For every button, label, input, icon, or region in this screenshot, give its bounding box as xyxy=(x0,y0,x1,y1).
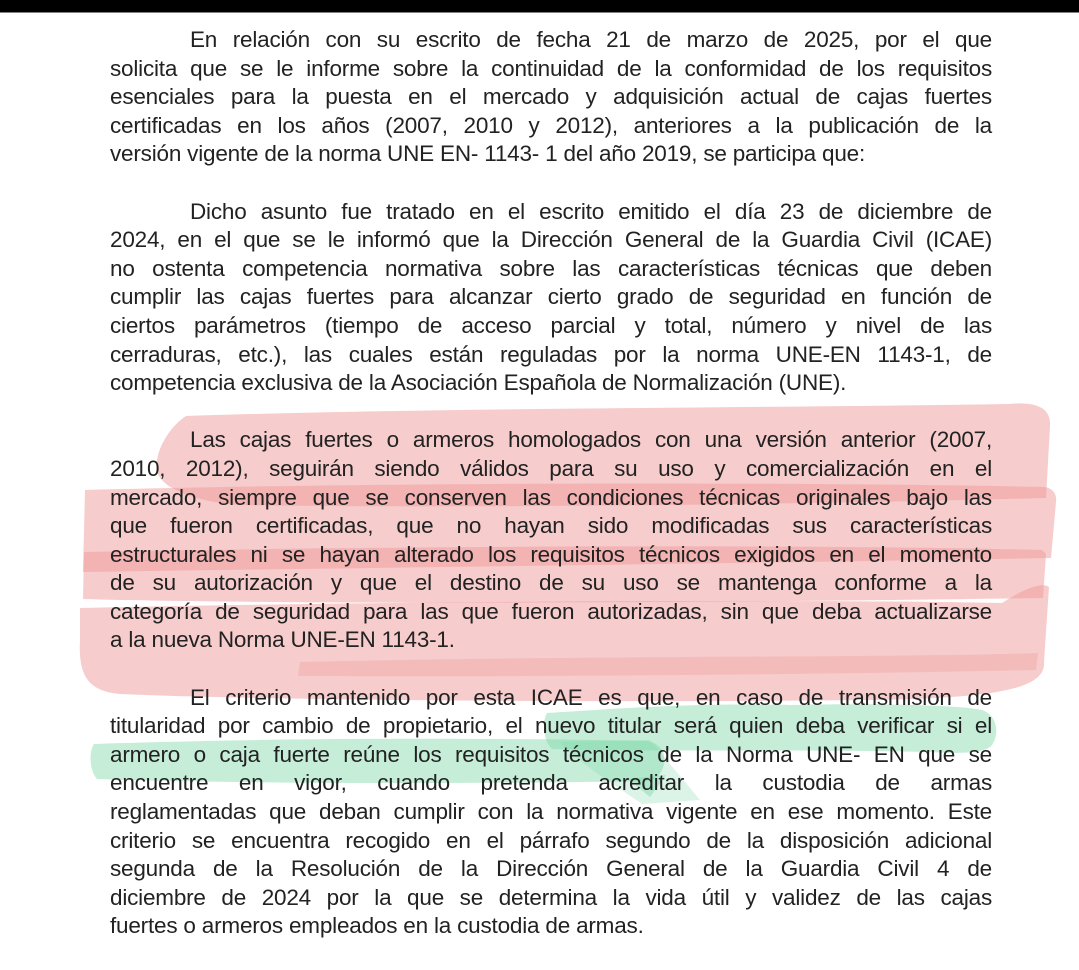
text-line: En relación con su escrito de fecha 21 de marzo de 2025, por el que xyxy=(190,27,992,52)
text-line: fuertes o armeros empleados en la custodia de armas. xyxy=(110,913,644,939)
text-line: titularidad por cambio de propietario, el nuevo titular será quien deba verificar si el xyxy=(110,713,992,739)
text-line: segunda de la Resolución de la Dirección General de la Guardia Civil 4 de xyxy=(110,856,992,882)
text-line: ciertos parámetros (tiempo de acceso parcial y total, número y nivel de las xyxy=(110,312,992,338)
text-line: armero o caja fuerte reúne los requisitos técnicos de la Norma UNE- EN que se xyxy=(110,741,992,767)
text-line: cumplir las cajas fuertes para alcanzar cierto grado de seguridad en función de xyxy=(110,284,992,310)
paragraph xyxy=(110,198,992,398)
text-line: El criterio mantenido por esta ICAE es que, en caso de transmisión de xyxy=(190,684,992,710)
text-line: encuentre en vigor, cuando pretenda acreditar la custodia de armas xyxy=(110,770,992,796)
text-line: mercado, siempre que se conserven las condiciones técnicas originales bajo las xyxy=(110,484,992,510)
text-line: Las cajas fuertes o armeros homologados con una versión anterior (2007, xyxy=(190,427,992,453)
text-line: reglamentadas que deban cumplir con la normativa vigente en ese momento. Este xyxy=(110,799,992,825)
paragraph-pink-highlighted xyxy=(110,426,992,655)
text-line: certificadas en los años (2007, 2010 y 2012), anteriores a la publicación de la xyxy=(110,112,992,138)
paragraph xyxy=(110,26,992,169)
text-line: 2010, 2012), seguirán siendo válidos para su uso y comercialización en el xyxy=(110,455,992,481)
text-line: solicita que se le informe sobre la continuidad de la conformidad de los requisitos xyxy=(110,55,992,81)
text-line: Dicho asunto fue tratado en el escrito emitido el día 23 de diciembre de xyxy=(190,198,992,224)
text-line: cerraduras, etc.), las cuales están reguladas por la norma UNE-EN 1143-1, de xyxy=(110,341,992,367)
text-line: 2024, en el que se le informó que la Dirección General de la Guardia Civil (ICAE) xyxy=(110,227,992,253)
text-line: estructurales ni se hayan alterado los requisitos técnicos exigidos en el momento xyxy=(110,541,992,567)
text-line: no ostenta competencia normativa sobre las características técnicas que deben xyxy=(110,255,992,281)
scan-top-bar xyxy=(0,0,1079,13)
text-line: competencia exclusiva de la Asociación Española de Normalización (UNE). xyxy=(110,370,847,396)
text-line: a la nueva Norma UNE-EN 1143-1. xyxy=(110,627,455,653)
paragraph-green-highlighted xyxy=(110,684,992,941)
text-line: categoría de seguridad para las que fueron autorizadas, sin que deba actualizarse xyxy=(110,598,992,624)
text-line: diciembre de 2024 por la que se determina la vida útil y validez de las cajas xyxy=(110,884,992,910)
text-line: que fueron certificadas, que no hayan sido modificadas sus características xyxy=(110,513,992,539)
text-line: versión vigente de la norma UNE EN- 1143- 1 del año 2019, se participa que: xyxy=(110,141,866,167)
text-line: de su autorización y que el destino de su uso se mantenga conforme a la xyxy=(110,570,992,596)
text-line: criterio se encuentra recogido en el párrafo segundo de la disposición adicional xyxy=(110,827,992,853)
document-body xyxy=(110,26,992,970)
text-line: esenciales para la puesta en el mercado y adquisición actual de cajas fuertes xyxy=(110,84,992,110)
